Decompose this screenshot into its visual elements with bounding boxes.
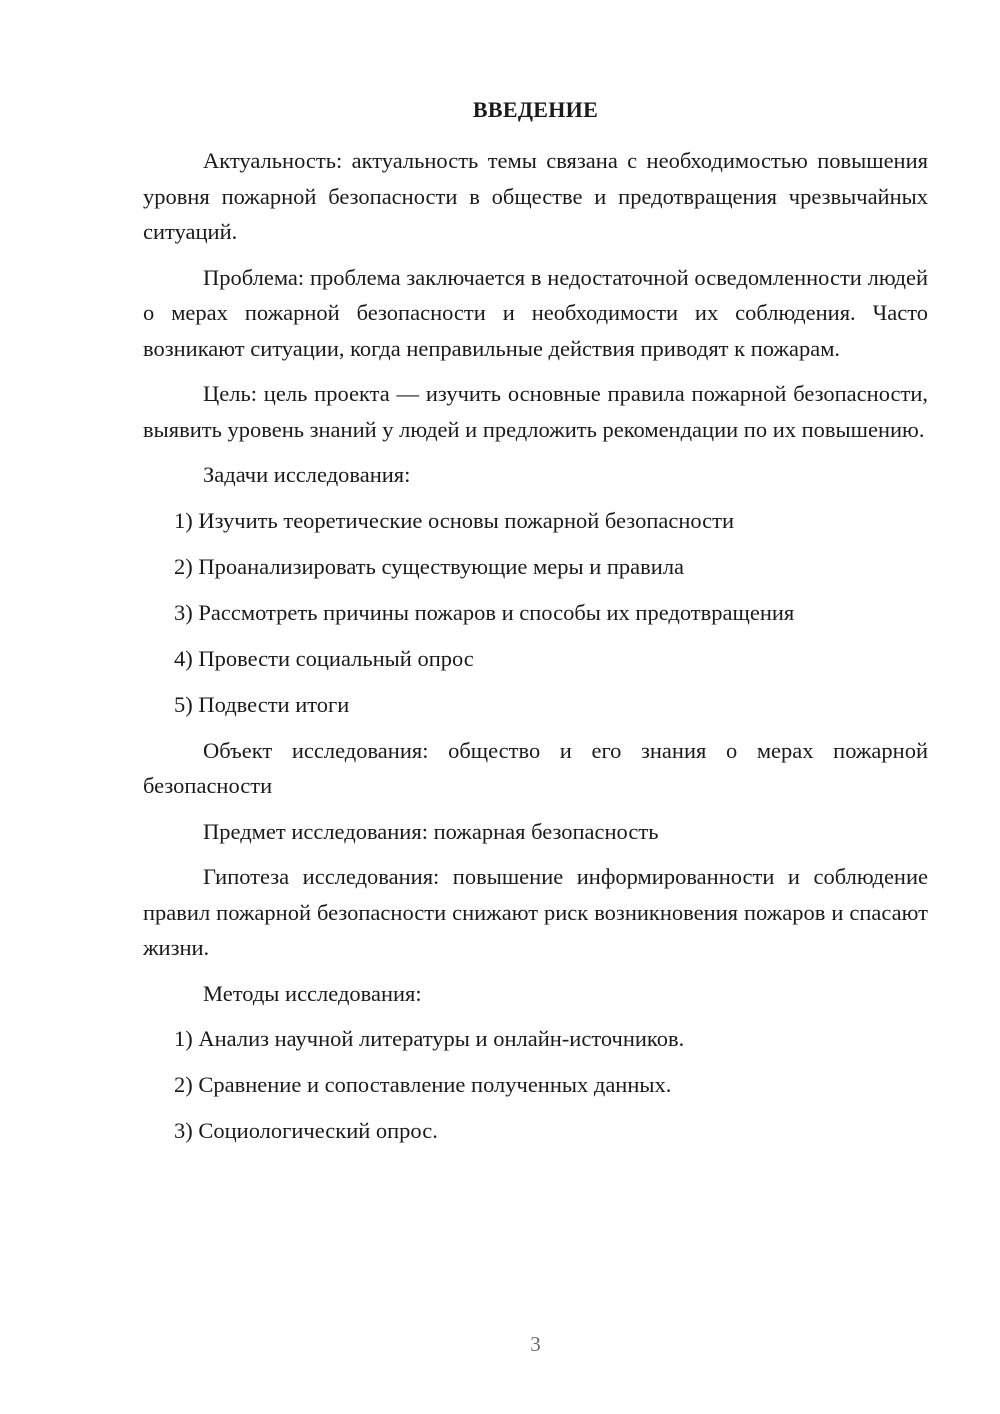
task-item: 3) Рассмотреть причины пожаров и способы их предотвращения — [174, 599, 795, 625]
task-item: 2) Проанализировать существующие меры и правила — [174, 553, 685, 579]
section-heading: ВВЕДЕНИЕ — [472, 97, 599, 122]
hypothesis-paragraph: Гипотеза исследования: повышение информированности и соблюдение правил пожарной безопасности снижают риск возникновения пожаров и спасают жизни. — [143, 864, 928, 960]
problem-paragraph: Проблема: проблема заключается в недостаточной осведомленности людей о мерах пожарной безопасности и необходимости их соблюдения. Часто возникают ситуации, когда неправильные действия приводят к пожарам. — [143, 264, 928, 361]
document-body — [143, 143, 928, 1159]
page-number — [143, 1332, 928, 1357]
document-page — [143, 0, 928, 1414]
task-item: 5) Подвести итоги — [174, 691, 350, 717]
relevance-paragraph: Актуальность: актуальность темы связана с необходимостью повышения уровня пожарной безопасности в обществе и предотвращения чрезвычайных ситуаций. — [143, 148, 928, 244]
method-item: 1) Анализ научной литературы и онлайн-источников. — [174, 1026, 685, 1051]
task-item: 4) Провести социальный опрос — [174, 645, 474, 671]
method-item: 2) Сравнение и сопоставление полученных данных. — [174, 1072, 672, 1097]
tasks-title: Задачи исследования: — [203, 462, 411, 487]
task-item: 1) Изучить теоретические основы пожарной безопасности — [174, 507, 735, 533]
object-paragraph: Объект исследования: общество и его знания о мерах пожарной безопасности — [143, 737, 928, 798]
methods-title: Методы исследования: — [203, 980, 422, 1006]
page-number-label: 3 — [530, 1332, 541, 1356]
method-item: 3) Социологический опрос. — [174, 1118, 438, 1143]
subject-paragraph: Предмет исследования: пожарная безопасность — [203, 818, 659, 844]
goal-paragraph: Цель: цель проекта — изучить основные правила пожарной безопасности, выявить уровень знаний у людей и предложить рекомендации по их повышению. — [143, 381, 928, 442]
